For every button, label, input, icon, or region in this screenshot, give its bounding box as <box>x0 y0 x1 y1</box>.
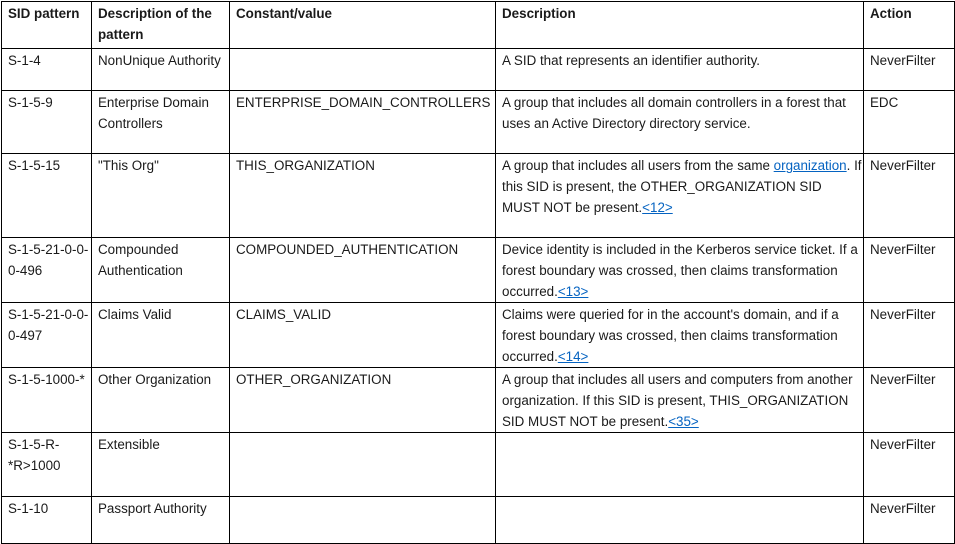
cell-description <box>496 49 864 91</box>
cell-sid-pattern: S-1-5-1000-* <box>2 368 92 433</box>
cell-constant-value: COMPOUNDED_AUTHENTICATION <box>230 238 496 303</box>
description-text: A SID that represents an identifier authority. <box>502 53 761 68</box>
header-description: Description <box>496 2 864 49</box>
table-row <box>2 433 955 497</box>
table-row <box>2 238 955 303</box>
cell-pattern-description: Compounded Authentication <box>92 238 230 303</box>
description-text-continued: . If this SID is present, the OTHER_ORGANIZATION SID MUST NOT be present. <box>502 158 862 215</box>
cell-sid-pattern: S-1-5-21-0-0-0-496 <box>2 238 92 303</box>
table-row <box>2 91 955 154</box>
table-row <box>2 154 955 238</box>
table-row <box>2 49 955 91</box>
cell-description <box>496 303 864 368</box>
sid-filtering-table <box>1 1 955 544</box>
cell-description <box>496 154 864 238</box>
organization-link[interactable]: organization <box>773 158 847 173</box>
cell-action: NeverFilter <box>864 433 955 497</box>
cell-constant-value: CLAIMS_VALID <box>230 303 496 368</box>
cell-description <box>496 497 864 544</box>
cell-action: NeverFilter <box>864 368 955 433</box>
header-action: Action <box>864 2 955 49</box>
cell-action: NeverFilter <box>864 154 955 238</box>
description-text: A group that includes all users from the same <box>502 158 774 173</box>
description-text: Device identity is included in the Kerberos service ticket. If a forest boundary was crossed, then claims transformation occurred. <box>502 242 858 299</box>
cell-pattern-description: Passport Authority <box>92 497 230 544</box>
cell-constant-value: THIS_ORGANIZATION <box>230 154 496 238</box>
cell-pattern-description: Other Organization <box>92 368 230 433</box>
description-text: A group that includes all users and computers from another organization. If this SID is present, THIS_ORGANIZATION SID MUST NOT be present. <box>502 372 853 429</box>
cell-pattern-description: Enterprise Domain Controllers <box>92 91 230 154</box>
footnote-link-13[interactable]: <13> <box>557 284 589 299</box>
cell-sid-pattern: S-1-5-9 <box>2 91 92 154</box>
cell-constant-value: OTHER_ORGANIZATION <box>230 368 496 433</box>
cell-sid-pattern: S-1-4 <box>2 49 92 91</box>
header-constant-value: Constant/value <box>230 2 496 49</box>
cell-constant-value <box>230 49 496 91</box>
footnote-link-14[interactable]: <14> <box>557 349 589 364</box>
cell-action: NeverFilter <box>864 238 955 303</box>
table-row <box>2 497 955 544</box>
footnote-link-35[interactable]: <35> <box>668 414 699 429</box>
header-pattern-description: Description of the pattern <box>92 2 230 49</box>
cell-description <box>496 238 864 303</box>
description-text: A group that includes all domain controllers in a forest that uses an Active Directory directory service. <box>502 95 846 131</box>
description-text: Claims were queried for in the account's domain, and if a forest boundary was crossed, then claims transformation occurred. <box>502 307 839 364</box>
cell-sid-pattern: S-1-5-21-0-0-0-497 <box>2 303 92 368</box>
table-header-row <box>2 2 955 49</box>
cell-pattern-description: Claims Valid <box>92 303 230 368</box>
cell-action: EDC <box>864 91 955 154</box>
cell-sid-pattern: S-1-5-R-*R>1000 <box>2 433 92 497</box>
cell-action: NeverFilter <box>864 303 955 368</box>
cell-description <box>496 433 864 497</box>
cell-constant-value: ENTERPRISE_DOMAIN_CONTROLLERS <box>230 91 496 154</box>
footnote-link-12[interactable]: <12> <box>642 200 673 215</box>
cell-pattern-description: NonUnique Authority <box>92 49 230 91</box>
cell-constant-value <box>230 497 496 544</box>
cell-action: NeverFilter <box>864 497 955 544</box>
cell-description <box>496 368 864 433</box>
cell-action: NeverFilter <box>864 49 955 91</box>
cell-description <box>496 91 864 154</box>
header-sid-pattern: SID pattern <box>2 2 92 49</box>
cell-pattern-description: Extensible <box>92 433 230 497</box>
cell-constant-value <box>230 433 496 497</box>
table-row <box>2 303 955 368</box>
cell-sid-pattern: S-1-5-15 <box>2 154 92 238</box>
cell-pattern-description: "This Org" <box>92 154 230 238</box>
table-row <box>2 368 955 433</box>
cell-sid-pattern: S-1-10 <box>2 497 92 544</box>
